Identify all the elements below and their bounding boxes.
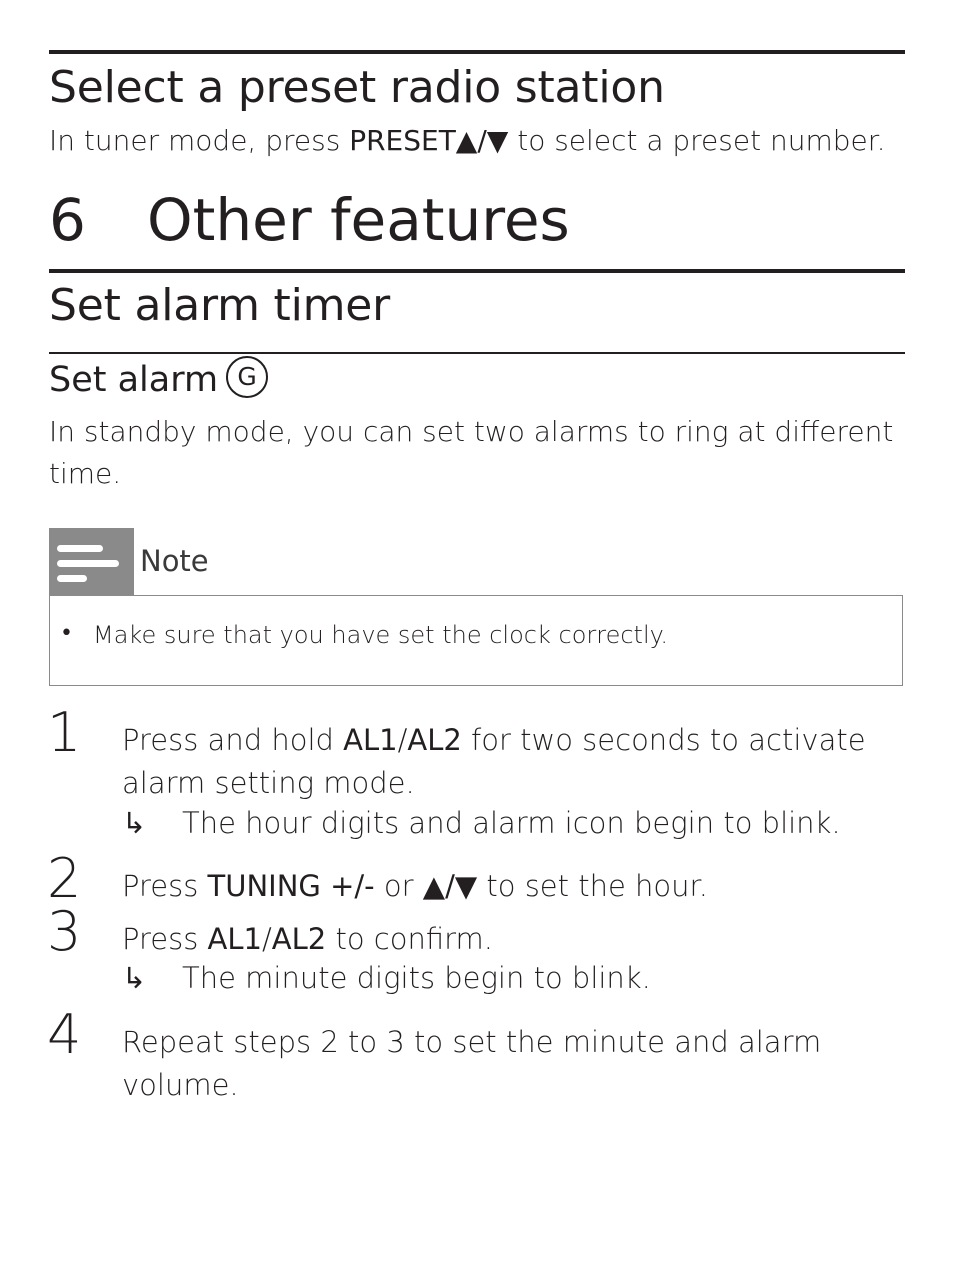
result-arrow-icon: ↳	[122, 806, 147, 840]
step-2-key2: ▲/▼	[422, 869, 478, 903]
section-rule-alarm	[49, 269, 905, 273]
step-2-number: 2	[47, 847, 82, 910]
subsection-rule	[49, 352, 905, 354]
subsection-heading	[49, 360, 268, 402]
figure-marker-g: G	[226, 356, 268, 398]
step-3-number: 3	[47, 900, 82, 963]
step-4-text: Repeat steps 2 to 3 to set the minute and alarm volume.	[122, 1025, 822, 1102]
step-3-key2: AL2	[271, 922, 327, 956]
chapter-heading	[49, 186, 570, 254]
subsection-intro: In standby mode, you can set two alarms to ring at different time.	[49, 415, 894, 490]
note-text: Make sure that you have set the clock correctly.	[93, 621, 669, 649]
chapter-number: 6	[49, 186, 86, 254]
step-3-text: Press AL1/AL2 to confirm.	[122, 922, 493, 956]
step-3-key: AL1	[207, 922, 262, 956]
step-2-text: Press TUNING +/- or ▲/▼ to set the hour.	[122, 869, 709, 903]
section-rule-top	[49, 50, 905, 54]
step-1-key: AL1	[343, 723, 398, 757]
step-2-key: TUNING +/-	[207, 869, 375, 903]
result-arrow-icon: ↳	[122, 961, 147, 995]
subsection-title: Set alarm	[49, 360, 219, 400]
note-icon	[49, 528, 134, 595]
step-3-result: ↳ The minute digits begin to blink.	[122, 961, 651, 995]
note-bullet: •	[60, 621, 73, 646]
step-1-result: ↳ The hour digits and alarm icon begin to blink.	[122, 806, 841, 840]
preset-section-title: Select a preset radio station	[49, 62, 665, 113]
chapter-title: Other features	[147, 186, 570, 254]
step-1-number: 1	[47, 701, 82, 764]
note-label: Note	[140, 544, 209, 578]
note-box	[49, 595, 903, 686]
preset-text-post: to select a preset number.	[508, 124, 886, 157]
step-1-text: Press and hold AL1/AL2 for two seconds to activate alarm setting mode.	[122, 723, 866, 800]
alarm-section-title: Set alarm timer	[49, 280, 391, 331]
step-1-key2: AL2	[407, 723, 462, 757]
step-4-number: 4	[47, 1003, 82, 1066]
preset-text-pre: In tuner mode, press	[49, 124, 350, 157]
preset-instructions	[49, 120, 886, 162]
preset-key: PRESET▲/▼	[349, 124, 509, 157]
